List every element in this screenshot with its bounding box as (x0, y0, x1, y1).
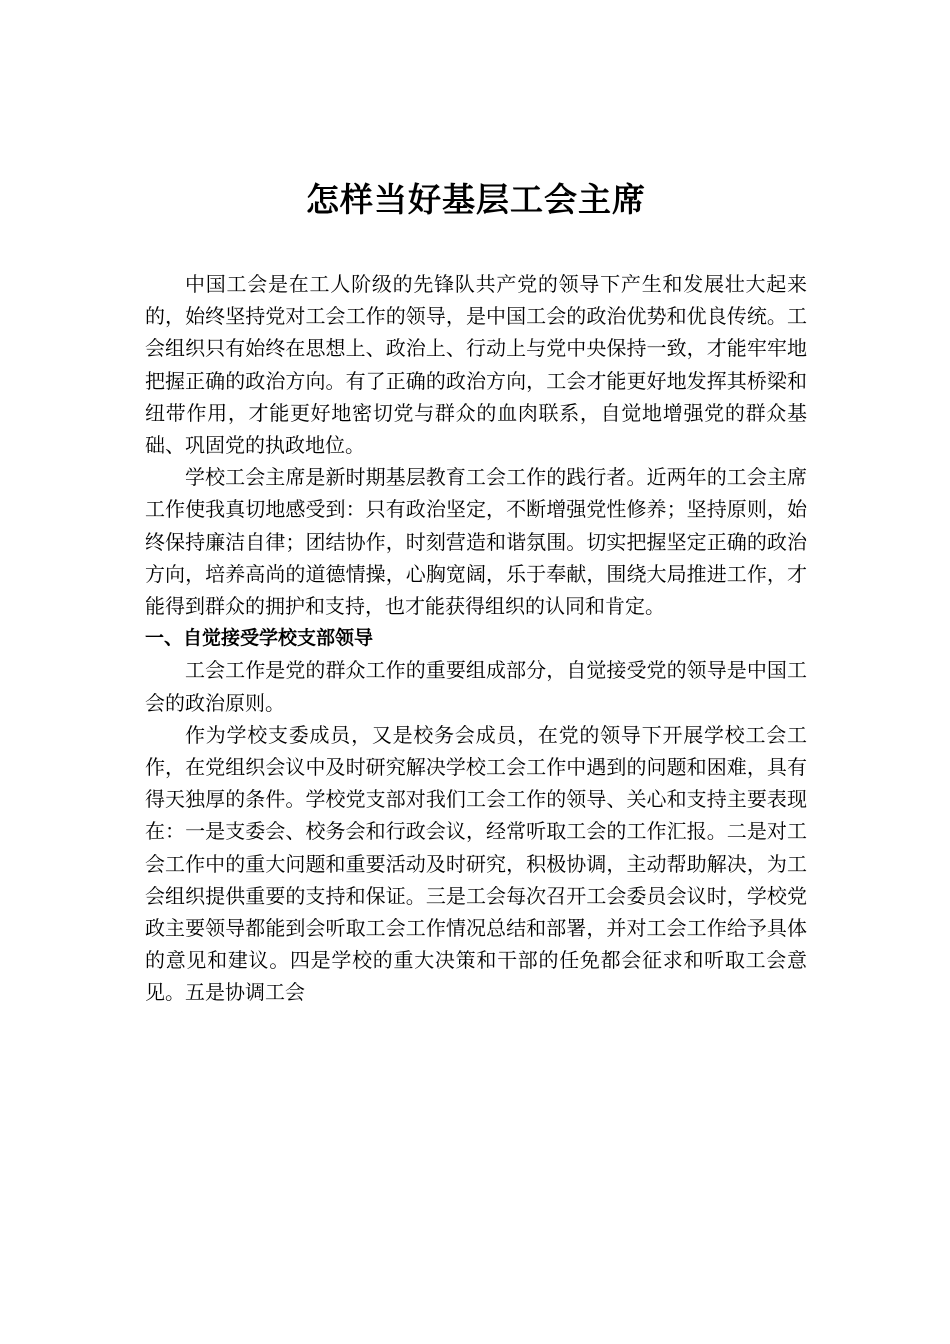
document-title: 怎样当好基层工会主席 (306, 180, 646, 219)
document-body (145, 268, 807, 1009)
intro-paragraph-2: 学校工会主席是新时期基层教育工会工作的践行者。近两年的工会主席工作使我真切地感受到：只有政治坚定，不断增强党性修养；坚持原则，始终保持廉洁自律；团结协作，时刻营造和谐氛围。切实把握坚定正确的政治方向，培养高尚的道德情操，心胸宽阔，乐于奉献，围绕大局推进工作，才能得到群众的拥护和支持，也才能获得组织的认同和肯定。 (145, 465, 807, 619)
document-page (145, 176, 807, 1009)
intro-paragraph-1: 中国工会是在工人阶级的先锋队共产党的领导下产生和发展壮大起来的，始终坚持党对工会工作的领导，是中国工会的政治优势和优良传统。工会组织只有始终在思想上、政治上、行动上与党中央保持一致，才能牢牢地把握正确的政治方向。有了正确的政治方向，工会才能更好地发挥其桥梁和纽带作用，才能更好地密切党与群众的血肉联系，自觉地增强党的群众基础、巩固党的执政地位。 (145, 272, 807, 458)
section1-paragraph-2: 作为学校支委成员，又是校务会成员，在党的领导下开展学校工会工作，在党组织会议中及时研究解决学校工会工作中遇到的问题和困难，具有得天独厚的条件。学校党支部对我们工会工作的领导、关心和支持主要表现在：一是支委会、校务会和行政会议，经常听取工会的工作汇报。二是对工会工作中的重大问题和重要活动及时研究，积极协调，主动帮助解决，为工会组织提供重要的支持和保证。三是工会每次召开工会委员会议时，学校党政主要领导都能到会听取工会工作情况总结和部署，并对工会工作给予具体的意见和建议。四是学校的重大决策和干部的任免都会征求和听取工会意见。五是协调工会 (145, 722, 807, 1005)
section-heading-1: 一、自觉接受学校支部领导 (145, 627, 374, 650)
section1-paragraph-1: 工会工作是党的群众工作的重要组成部分，自觉接受党的领导是中国工会的政治原则。 (145, 658, 807, 715)
